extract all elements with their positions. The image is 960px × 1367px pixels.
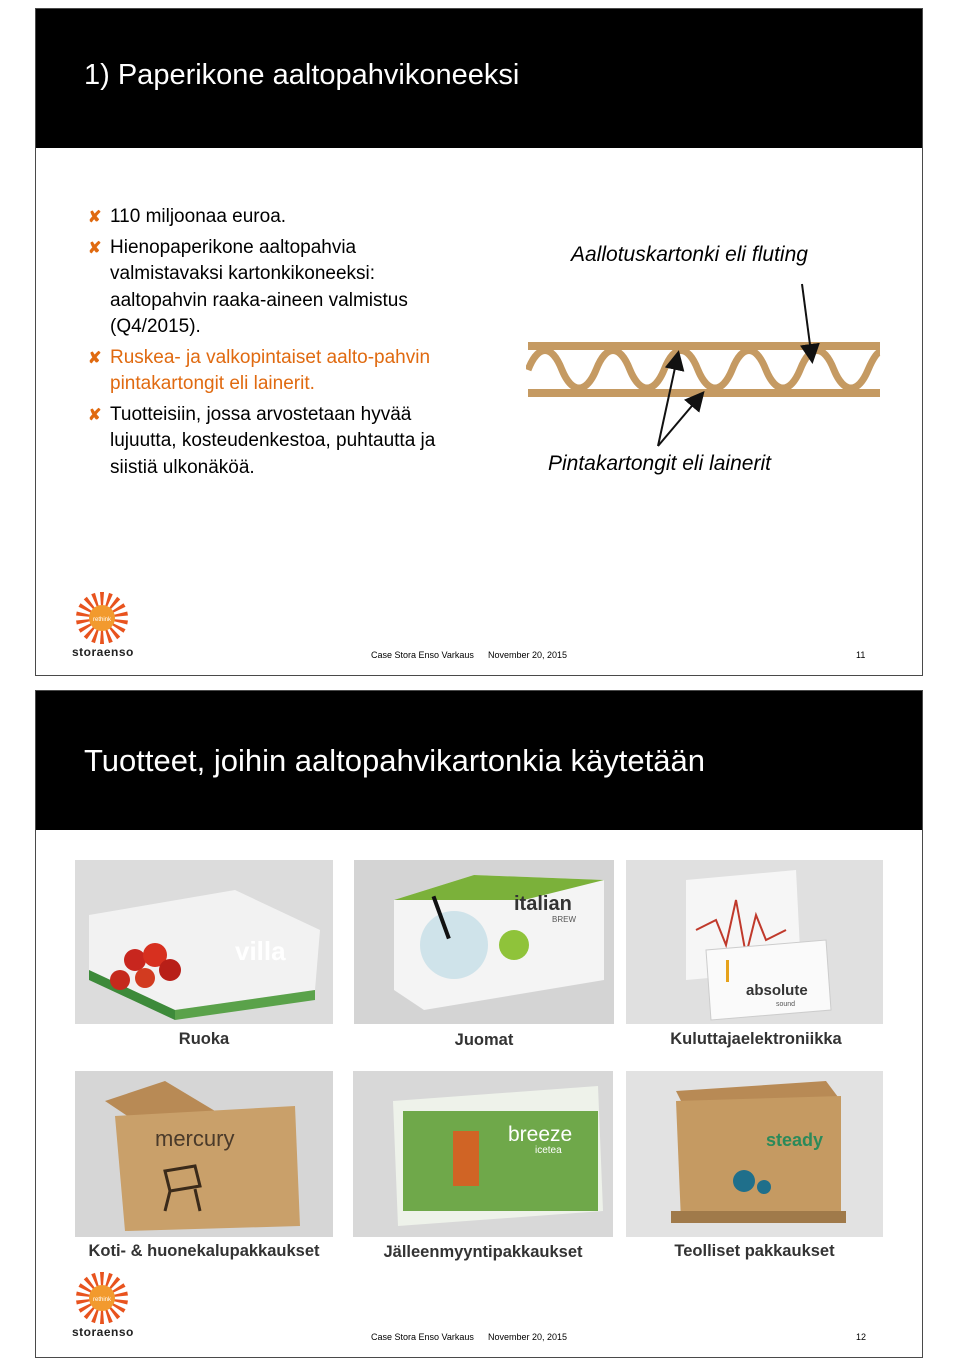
rethink-sun-icon xyxy=(74,591,130,645)
brand-text: steady xyxy=(766,1130,824,1150)
x-mark-icon: ✘ xyxy=(88,239,102,257)
slide-11 xyxy=(35,8,923,676)
footer-date: November 20, 2015 xyxy=(488,1332,568,1342)
footer-company: Case Stora Enso Varkaus xyxy=(371,1332,474,1342)
product-photo-beverages xyxy=(354,860,614,1024)
footer-date: November 20, 2015 xyxy=(488,650,568,660)
fluting-caption: Aallotuskartonki eli fluting xyxy=(571,243,808,266)
bullet-item-highlight: ✘ Ruskea- ja valkopintaiset aalto-pahvin pintakartongit eli lainerit. xyxy=(88,346,431,394)
title-bar xyxy=(36,691,922,830)
footer-company: Case Stora Enso Varkaus xyxy=(371,650,474,660)
brand-sub-text: icetea xyxy=(535,1145,562,1156)
logo-badge-text: rethink xyxy=(92,1297,112,1303)
bullet-item: ✘ Hienopaperikone aaltopahvia valmistavaksi kartonkikoneeksi: aaltopahvin raaka-aineen valmistus (Q4/2015). xyxy=(88,236,408,337)
slide-12 xyxy=(35,690,923,1358)
title-bar xyxy=(36,9,922,148)
product-label: Koti- & huonekalupakkaukset xyxy=(88,1242,320,1260)
bullet-item: ✘ Tuotteisiin, jossa arvostetaan hyvää lujuutta, kosteudenkestoa, puhtautta ja siistiä ulkonäköä. xyxy=(88,403,436,478)
brand-text: mercury xyxy=(155,1126,235,1151)
logo-badge-text: rethink xyxy=(92,617,112,623)
brand-text: absolute xyxy=(746,982,808,999)
product-label: Juomat xyxy=(454,1031,514,1049)
top-liner xyxy=(528,342,880,350)
brand-sub-text: BREW xyxy=(552,915,576,924)
product-photo-retail xyxy=(353,1071,613,1237)
x-mark-icon: ✘ xyxy=(88,406,102,424)
liner-caption: Pintakartongit eli lainerit xyxy=(548,452,771,475)
bullet-item: ✘ 110 miljoonaa euroa. xyxy=(88,204,468,231)
slide-title: Tuotteet, joihin aaltopahvikartonkia käytetään xyxy=(84,743,705,778)
brand-text: villa xyxy=(235,936,286,966)
product-label: Jälleenmyyntipakkaukset xyxy=(383,1243,583,1261)
slide-title: 1) Paperikone aaltopahvikoneeksi xyxy=(84,59,520,91)
brand-text: breeze xyxy=(508,1123,573,1146)
logo-brand-text: storaenso xyxy=(72,1325,134,1339)
product-photo-food xyxy=(75,860,333,1024)
rethink-sun-icon xyxy=(74,1271,130,1325)
logo-brand-text: storaenso xyxy=(72,645,134,659)
brand-sub-text: sound xyxy=(776,1001,796,1008)
x-mark-icon: ✘ xyxy=(88,349,102,367)
product-photo-electronics xyxy=(626,860,883,1024)
product-photo-industrial xyxy=(626,1071,883,1237)
page-number: 11 xyxy=(856,650,866,660)
product-label: Kuluttajaelektroniikka xyxy=(670,1030,842,1048)
page-number: 12 xyxy=(856,1332,867,1342)
x-mark-icon: ✘ xyxy=(88,209,102,226)
product-photo-furniture xyxy=(75,1071,333,1237)
product-label: Ruoka xyxy=(178,1030,230,1048)
brand-text: italian xyxy=(514,893,572,915)
bullet-list xyxy=(88,204,468,485)
product-label: Teolliset pakkaukset xyxy=(674,1242,835,1260)
fluting-wave xyxy=(528,351,880,389)
corrugated-board-diagram xyxy=(526,274,886,474)
